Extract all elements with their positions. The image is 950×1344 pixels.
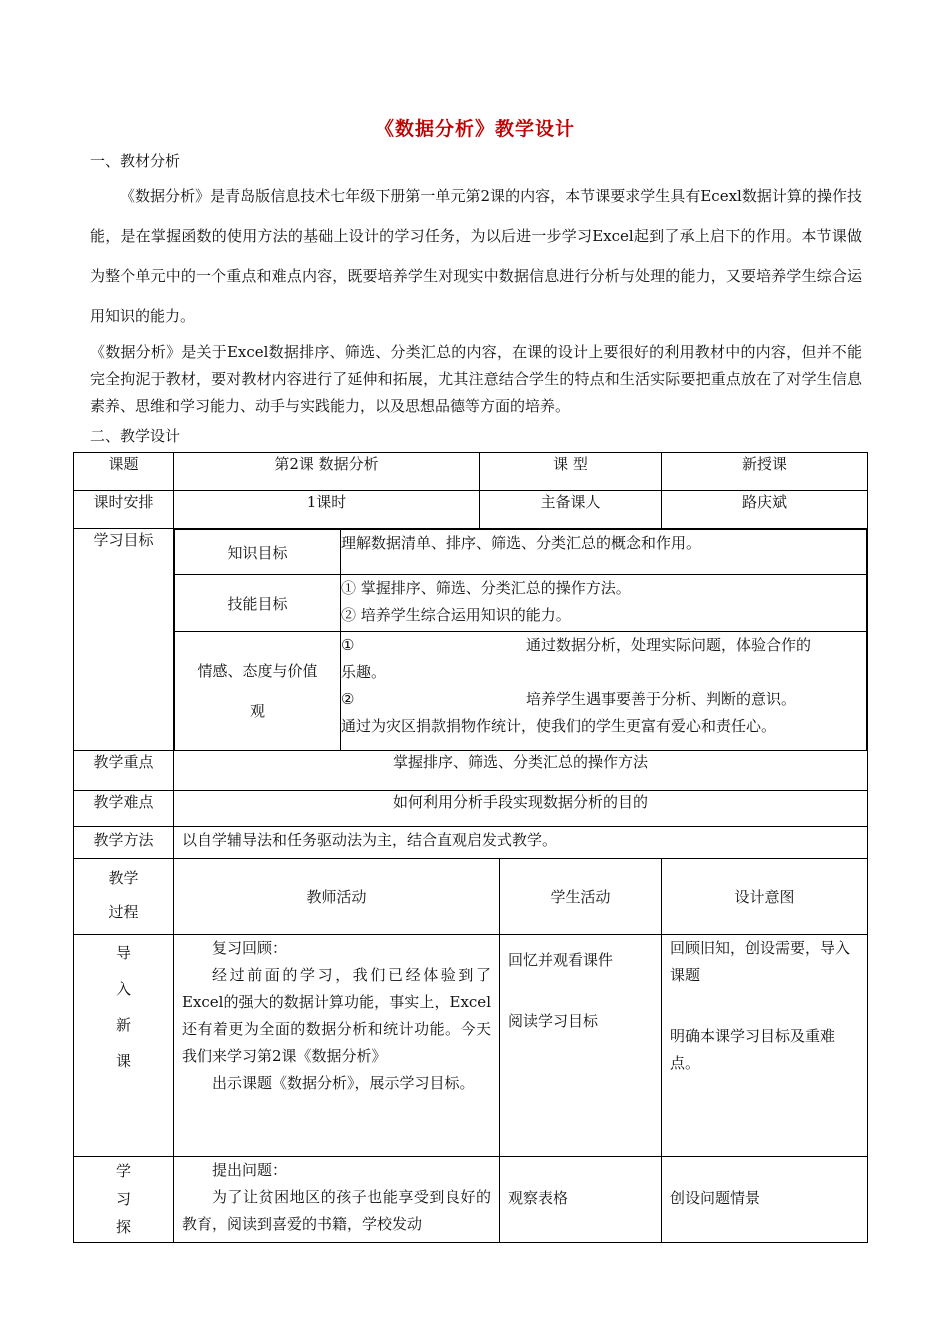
intent-explore: 创设问题情景 <box>662 1157 868 1243</box>
label-preparer: 主备课人 <box>480 491 662 529</box>
section-heading-design: 二、教学设计 <box>90 427 181 445</box>
value-preparer: 路庆斌 <box>662 491 868 529</box>
label-schedule: 课时安排 <box>74 491 174 529</box>
value-knowledge-goal: 理解数据清单、排序、筛选、分类汇总的概念和作用。 <box>341 530 867 575</box>
table-row <box>74 791 868 827</box>
stage-label-intro-3: 新 <box>115 1016 131 1034</box>
emotion-goal-1-marker: ① <box>341 636 355 654</box>
intent-intro-2: 明确本课学习目标及重难点。 <box>670 1027 836 1072</box>
table-row-goals <box>74 529 868 751</box>
label-knowledge-goal: 知识目标 <box>175 530 341 575</box>
table-row-introduction <box>74 935 868 1157</box>
table-row-process-header <box>74 859 868 935</box>
stage-label-explore-3: 探 <box>115 1218 131 1236</box>
student-intro-activity-2: 阅读学习目标 <box>508 1012 599 1030</box>
value-topic: 第2课 数据分析 <box>174 453 480 491</box>
teacher-explore-question: 提出问题： <box>212 1161 288 1179</box>
label-skill-goal: 技能目标 <box>175 575 341 632</box>
table-row <box>74 491 868 529</box>
label-process: 教学 <box>108 869 139 887</box>
value-emotion-goal-1-cont: 乐趣。 <box>341 663 387 681</box>
label-topic: 课题 <box>74 453 174 491</box>
label-teaching-focus: 教学重点 <box>74 751 174 791</box>
value-teaching-focus: 掌握排序、筛选、分类汇总的操作方法 <box>174 751 868 791</box>
goals-subtable <box>174 529 867 750</box>
value-emotion-goal-2: 培养学生遇事要善于分析、判断的意识。 <box>526 690 797 708</box>
document-title: 《数据分析》教学设计 <box>374 118 575 140</box>
stage-label-explore: 学 <box>115 1162 131 1180</box>
table-row-exploration <box>74 1157 868 1243</box>
section-heading-analysis: 一、教材分析 <box>90 152 181 170</box>
student-intro-activity-1: 回忆并观看课件 <box>508 951 614 969</box>
table-row <box>74 827 868 859</box>
teacher-intro-show-topic: 出示课题《数据分析》，展示学习目标。 <box>212 1074 475 1092</box>
stage-label-intro: 导 <box>115 944 131 962</box>
label-emotion-goal-cont: 观 <box>249 701 265 720</box>
value-skill-goal-1: ① 掌握排序、筛选、分类汇总的操作方法。 <box>341 579 631 597</box>
value-teaching-difficulty: 如何利用分析手段实现数据分析的目的 <box>174 791 868 827</box>
lesson-design-table <box>73 452 868 1243</box>
intent-intro-1: 回顾旧知，创设需要，导入课题 <box>670 939 851 984</box>
header-student-activity: 学生活动 <box>500 859 662 935</box>
paragraph-textbook-analysis: 《数据分析》是青岛版信息技术七年级下册第一单元第2课的内容，本节课要求学生具有Ecexl数据计算的操作技能，是在掌握函数的使用方法的基础上设计的学习任务，为以后进一步学习Excel起到了承上启下的作用。本节课做为整个单元中的一个重点和难点内容，既要培养学生对现实中数据信息进行分析与处理的能力，又要培养学生综合运用知识的能力。 <box>90 187 862 325</box>
table-row <box>74 751 868 791</box>
value-emotion-goal-1: 通过数据分析，处理实际问题，体验合作的 <box>526 636 812 654</box>
teacher-intro-text: 经过前面的学习，我们已经体验到了Excel的强大的数据计算功能，事实上，Excel还有着更为全面的数据分析和统计功能。今天我们来学习第2课《数据分析》 <box>182 966 491 1065</box>
teacher-intro-review: 复习回顾： <box>212 939 288 957</box>
value-lesson-type: 新授课 <box>662 453 868 491</box>
paragraph-content-overview: 《数据分析》是关于Excel数据排序、筛选、分类汇总的内容，在课的设计上要很好的利用教材中的内容，但并不能完全拘泥于教材，要对教材内容进行了延伸和拓展，尤其注意结合学生的特点和生活实际要把重点放在了对学生信息素养、思维和学习能力、动手与实践能力，以及思想品德等方面的培养。 <box>90 343 862 415</box>
student-explore-activity: 观察表格 <box>500 1157 662 1243</box>
label-learning-goals: 学习目标 <box>74 529 174 751</box>
table-row <box>74 453 868 491</box>
label-teaching-method: 教学方法 <box>74 827 174 859</box>
value-schedule: 1课时 <box>174 491 480 529</box>
label-process-cont: 过程 <box>108 903 139 921</box>
header-design-intent: 设计意图 <box>662 859 868 935</box>
value-skill-goal-2: ② 培养学生综合运用知识的能力。 <box>341 606 571 624</box>
stage-label-intro-4: 课 <box>115 1052 131 1070</box>
label-emotion-goal: 情感、态度与价值 <box>197 661 318 680</box>
label-teaching-difficulty: 教学难点 <box>74 791 174 827</box>
stage-label-intro-2: 入 <box>115 980 131 998</box>
teacher-explore-text: 为了让贫困地区的孩子也能享受到良好的教育，阅读到喜爱的书籍，学校发动 <box>182 1188 491 1233</box>
value-teaching-method: 以自学辅导法和任务驱动法为主，结合直观启发式教学。 <box>174 827 868 859</box>
label-lesson-type: 课 型 <box>480 453 662 491</box>
emotion-goal-2-marker: ② <box>341 690 355 708</box>
value-emotion-goal-2-cont: 通过为灾区捐款捐物作统计，使我们的学生更富有爱心和责任心。 <box>341 717 777 735</box>
header-teacher-activity: 教师活动 <box>174 859 500 935</box>
stage-label-explore-2: 习 <box>115 1190 131 1208</box>
